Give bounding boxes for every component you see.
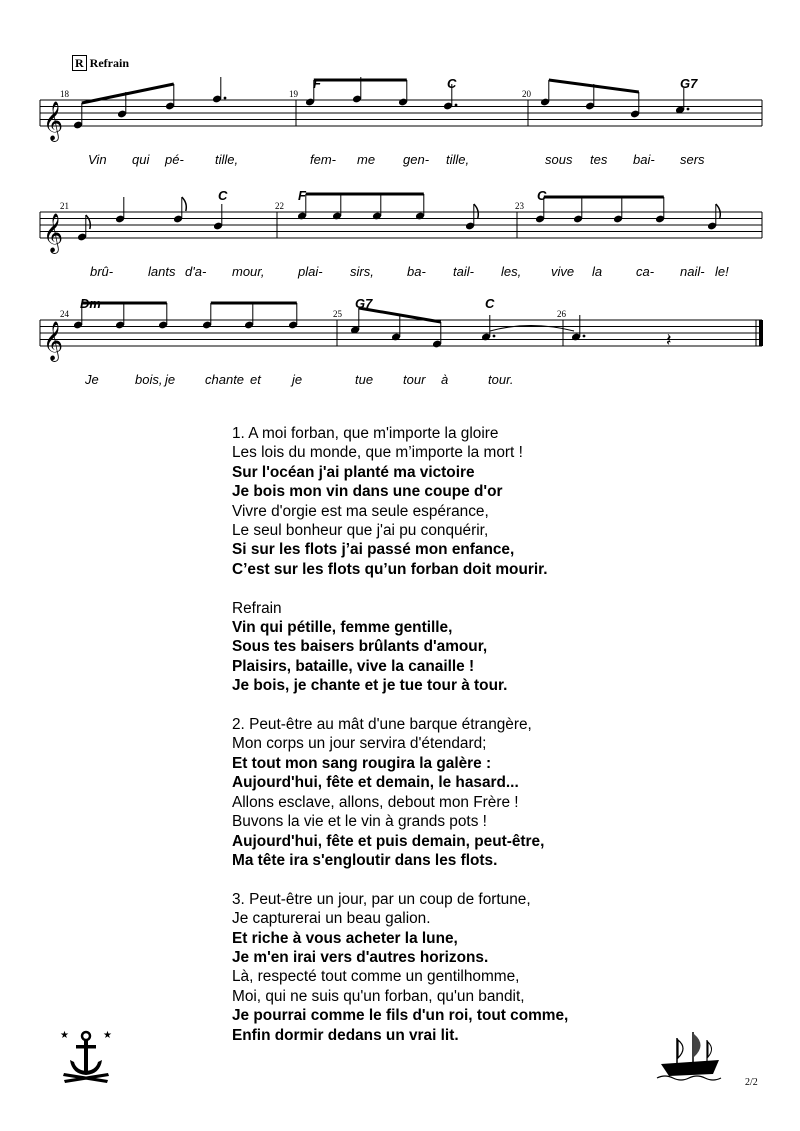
lyric-line: Je pourrai comme le fils d'un roi, tout comme, xyxy=(232,1007,569,1025)
stanza xyxy=(232,715,652,870)
chord-symbol: C xyxy=(218,188,228,203)
final-barline xyxy=(759,320,763,346)
chord-symbol: C xyxy=(537,188,547,203)
lyric-syllable: me xyxy=(357,152,376,167)
lyric-line: Je capturerai un beau galion. xyxy=(232,910,431,928)
lyric-syllable: tue xyxy=(355,372,374,387)
lyric-line: Je bois mon vin dans une coupe d'or xyxy=(232,483,503,501)
lyric-syllable: Je xyxy=(85,372,99,387)
lyric-syllable: fem- xyxy=(310,152,336,167)
svg-text:★: ★ xyxy=(103,1030,112,1041)
lyric-syllable: lants xyxy=(148,264,176,279)
note-flag xyxy=(716,204,721,218)
treble-clef-icon: 𝄞 xyxy=(43,321,64,361)
lyric-line: Vivre d'orgie est ma seule espérance, xyxy=(232,502,489,520)
lyric-line: Je bois, je chante et je tue tour à tour. xyxy=(232,677,508,695)
measure-number: 24 xyxy=(60,309,69,319)
chord-symbol: F xyxy=(313,76,321,91)
staff-system xyxy=(40,100,762,142)
note-flag xyxy=(86,215,91,229)
lyric-syllable: gen- xyxy=(403,152,430,167)
lyric-syllable: les, xyxy=(501,264,522,279)
lyric-syllable: et xyxy=(250,372,261,387)
stanza xyxy=(232,599,652,696)
lyric-line: Sous tes baisers brûlants d'amour, xyxy=(232,638,488,656)
lyric-line: 3. Peut-être un jour, par un coup de fortune, xyxy=(232,890,531,908)
lyric-syllable: Vin xyxy=(88,152,107,167)
measure-number: 23 xyxy=(515,201,524,211)
lyric-syllable: ba- xyxy=(407,264,426,279)
lyric-syllable: chante xyxy=(205,372,245,387)
lyric-line: Les lois du monde, que m’importe la mort ! xyxy=(232,444,523,462)
lyric-line: 2. Peut-être au mât d'une barque étrangère, xyxy=(232,716,532,734)
measure-number: 18 xyxy=(60,89,69,99)
lyric-line: Et riche à vous acheter la lune, xyxy=(232,929,458,947)
lyric-syllable: à xyxy=(441,372,449,387)
chord-symbol: C xyxy=(485,296,495,311)
lyric-syllable: qui xyxy=(132,152,150,167)
note-flag xyxy=(182,197,187,211)
anchor-emblem-icon xyxy=(56,1026,116,1086)
lyric-line: Buvons la vie et le vin à grands pots ! xyxy=(232,813,487,831)
measure-number: 25 xyxy=(333,309,342,319)
lyric-line: Moi, qui ne suis qu'un forban, qu'un bandit, xyxy=(232,987,525,1005)
ship-emblem-icon xyxy=(655,1030,725,1082)
measure-number: 19 xyxy=(289,89,298,99)
measure-number: 20 xyxy=(522,89,531,99)
lyric-line: Ma tête ira s'engloutir dans les flots. xyxy=(232,851,498,869)
song-lyrics xyxy=(232,424,652,1064)
quarter-rest-icon: 𝄽 xyxy=(666,330,672,351)
note-flag xyxy=(474,204,479,218)
lyric-line: Refrain xyxy=(232,599,282,617)
lyric-line: Enfin dormir dedans un vrai lit. xyxy=(232,1026,459,1044)
lyric-line: Sur l'océan j'ai planté ma victoire xyxy=(232,463,475,481)
stanza xyxy=(232,890,652,1045)
rehearsal-label: Refrain xyxy=(89,55,129,70)
measure-numbers xyxy=(60,89,567,319)
music-score xyxy=(0,0,800,400)
lyric-line: 1. A moi forban, que m'importe la gloire xyxy=(232,425,499,442)
lyric-syllable: je xyxy=(292,372,303,387)
chord-symbol: F xyxy=(298,188,306,203)
score-lyrics xyxy=(84,152,729,387)
svg-text:★: ★ xyxy=(60,1030,69,1041)
note-dot xyxy=(224,97,227,100)
lyric-syllable: bois, xyxy=(135,372,163,387)
rehearsal-letter: R xyxy=(72,55,87,71)
note-dot xyxy=(455,104,458,107)
lyric-syllable: je xyxy=(165,372,176,387)
measure-number: 21 xyxy=(60,201,69,211)
notes xyxy=(73,77,720,351)
chord-symbol: Dm xyxy=(80,296,101,311)
note-dot xyxy=(687,108,690,111)
page-number: 2/2 xyxy=(745,1077,758,1088)
lyric-line: Là, respecté tout comme un gentilhomme, xyxy=(232,968,520,986)
lyric-syllable: tour. xyxy=(488,372,514,387)
lyric-line: Vin qui pétille, femme gentille, xyxy=(232,619,453,637)
lyric-line: Plaisirs, bataille, vive la canaille ! xyxy=(232,657,475,675)
treble-clef-icon: 𝄞 xyxy=(43,101,64,141)
lyric-syllable: bai- xyxy=(633,152,655,167)
lyric-line: Le seul bonheur que j'ai pu conquérir, xyxy=(232,522,489,540)
lyric-syllable: la xyxy=(592,264,603,279)
measure-number: 22 xyxy=(275,201,284,211)
measure-number: 26 xyxy=(557,309,566,319)
treble-clef-icon: 𝄞 xyxy=(43,213,64,253)
lyric-line: C’est sur les flots qu’un forban doit mourir. xyxy=(232,560,548,578)
staff-system xyxy=(40,320,763,362)
staff-system xyxy=(40,212,762,254)
lyric-line: Aujourd'hui, fête et puis demain, peut-être, xyxy=(232,832,545,850)
lyric-syllable: nail- xyxy=(680,264,705,279)
chord-symbol: G7 xyxy=(355,296,373,311)
lyric-syllable: plai- xyxy=(298,264,323,279)
lyric-syllable: le! xyxy=(715,264,729,279)
lyric-syllable: mour, xyxy=(232,264,265,279)
lyric-line: Je m'en irai vers d'autres horizons. xyxy=(232,948,489,966)
lyric-syllable: vive xyxy=(551,264,575,279)
note-dot xyxy=(583,335,586,338)
lyric-syllable: tille, xyxy=(446,152,470,167)
lyric-syllable: tour xyxy=(403,372,426,387)
chord-symbol: G7 xyxy=(680,76,698,91)
note-dot xyxy=(493,335,496,338)
chord-symbol: C xyxy=(447,76,457,91)
lyric-line: Allons esclave, allons, debout mon Frère ! xyxy=(232,793,519,811)
lyric-syllable: sirs, xyxy=(350,264,374,279)
lyric-line: Et tout mon sang rougira la galère : xyxy=(232,754,492,772)
lyric-syllable: tes xyxy=(590,152,608,167)
lyric-syllable: ca- xyxy=(636,264,655,279)
lyric-line: Mon corps un jour servira d'étendard; xyxy=(232,735,487,753)
lyric-syllable: brû- xyxy=(90,264,114,279)
lyric-line: Aujourd'hui, fête et demain, le hasard... xyxy=(232,774,519,792)
lyric-syllable: d'a- xyxy=(185,264,207,279)
lyric-syllable: tille, xyxy=(215,152,239,167)
lyric-syllable: pé- xyxy=(165,152,184,167)
lyric-line: Si sur les flots j’ai passé mon enfance, xyxy=(232,541,515,559)
stanza xyxy=(232,424,652,579)
staves xyxy=(40,100,763,362)
lyric-syllable: sers xyxy=(680,152,705,167)
lyric-syllable: tail- xyxy=(453,264,474,279)
lyric-syllable: sous xyxy=(545,152,573,167)
